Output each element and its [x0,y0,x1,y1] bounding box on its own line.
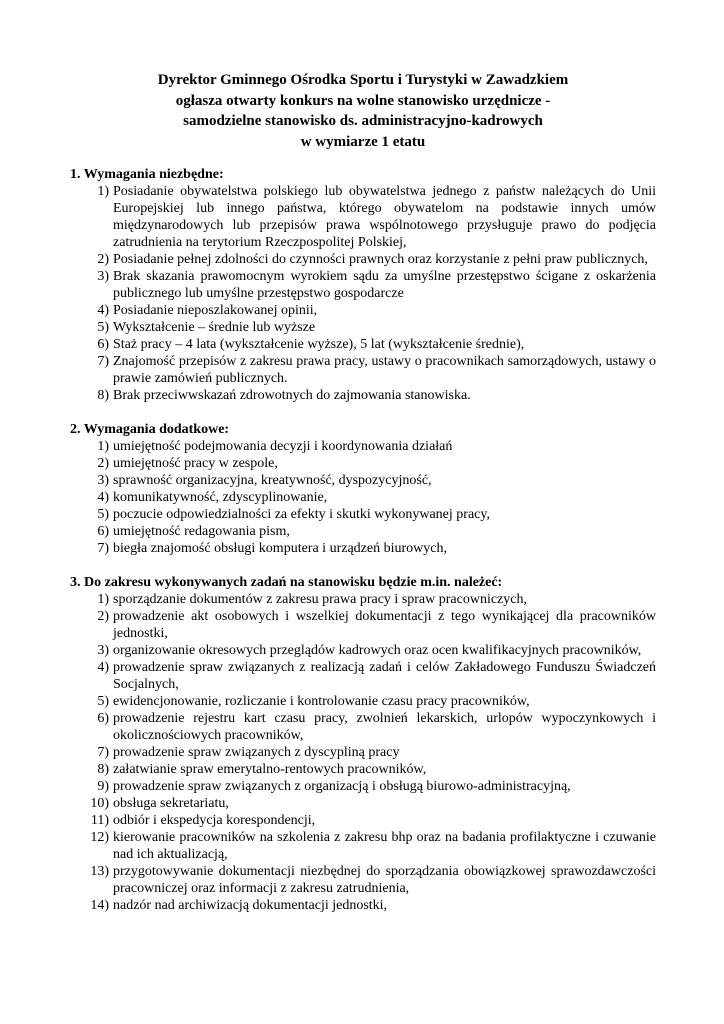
item-number: 1) [97,184,109,199]
item-text: sprawność organizacyjna, kreatywność, dyspozycyjność, [113,473,432,488]
list-item [70,489,656,506]
item-text: Staż pracy – 4 lata (wykształcenie wyższe), 5 lat (wykształcenie średnie), [113,337,525,352]
item-text: kierowanie pracowników na szkolenia z zakresu bhp oraz na badania profilaktyczne i czuwanie nad ich aktualizacją, [113,830,656,862]
item-number: 2) [97,609,109,624]
item-number: 6) [97,711,109,726]
item-text: Znajomość przepisów z zakresu prawa pracy, ustawy o pracownikach samorządowych, ustawy o prawie zamówień publicznych. [113,354,656,386]
item-number: 3) [97,269,109,284]
list-item [70,268,656,302]
item-text: umiejętność redagowania pism, [113,524,290,539]
list-item [70,829,656,863]
list-item [70,812,656,829]
item-text: umiejętność podejmowania decyzji i koordynowania działań [113,439,453,454]
list-item [70,387,656,404]
item-text: prowadzenie spraw związanych z realizacją zadań i celów Zakładowego Funduszu Świadczeń Socjalnych, [113,660,656,692]
additional-list [70,438,656,557]
item-number: 4) [97,490,109,505]
item-number: 5) [97,694,109,709]
list-item [70,744,656,761]
list-item [70,540,656,557]
item-number: 7) [97,541,109,556]
item-number: 2) [97,252,109,267]
item-number: 13) [90,864,109,879]
list-item [70,455,656,472]
requirements-list [70,183,656,404]
section-heading: 1. Wymagania niezbędne: [70,167,224,182]
duties-list [70,591,656,914]
item-number: 5) [97,320,109,335]
item-text: komunikatywność, zdyscyplinowanie, [113,490,328,505]
title-line-1: Dyrektor Gminnego Ośrodka Sportu i Turystyki w Zawadzkiem [157,72,569,88]
list-item [70,336,656,353]
item-number: 12) [90,830,109,845]
item-text: Posiadanie obywatelstwa polskiego lub obywatelstwa jednego z państw należących do Unii Europejskiej lub innego państwa, którego obywatelom na podstawie innych umów międzynarodowych lub przepisów prawa wspólnotowego przysługuje prawo do podjęcia zatrudnienia na terytorium Rzeczpospolitej Polskiej, [113,184,656,250]
item-text: prowadzenie rejestru kart czasu pracy, zwolnień lekarskich, urlopów wypoczynkowych i okolicznościowych pracowników, [113,711,656,743]
list-item [70,353,656,387]
item-text: Posiadanie pełnej zdolności do czynności prawnych oraz korzystanie z pełni praw publicznych, [113,252,648,267]
item-number: 10) [90,796,109,811]
list-item [70,608,656,642]
list-item [70,523,656,540]
item-number: 6) [97,337,109,352]
item-text: biegła znajomość obsługi komputera i urządzeń biurowych, [113,541,447,556]
item-number: 6) [97,524,109,539]
list-item [70,183,656,251]
item-text: prowadzenie spraw związanych z organizacją i obsługą biurowo-administracyjną, [113,779,571,794]
list-item [70,591,656,608]
list-item [70,863,656,897]
list-item [70,659,656,693]
item-number: 3) [97,643,109,658]
item-text: ewidencjonowanie, rozliczanie i kontrolowanie czasu pracy pracowników, [113,694,530,709]
section-duties [70,574,656,914]
list-item [70,302,656,319]
item-text: prowadzenie spraw związanych z dyscypliną pracy [113,745,400,760]
item-number: 4) [97,660,109,675]
list-item [70,438,656,455]
item-text: Wykształcenie – średnie lub wyższe [113,320,316,335]
item-text: prowadzenie akt osobowych i wszelkiej dokumentacji z tego wynikającej dla pracowników jednostki, [113,609,656,641]
document-title [70,70,656,152]
list-item [70,506,656,523]
list-item [70,472,656,489]
list-item [70,897,656,914]
item-number: 7) [97,745,109,760]
item-text: odbiór i ekspedycja korespondencji, [113,813,316,828]
item-number: 8) [97,762,109,777]
item-number: 2) [97,456,109,471]
title-line-2: ogłasza otwarty konkurs na wolne stanowisko urzędnicze - [175,92,551,109]
item-number: 14) [90,898,109,913]
item-number: 11) [90,813,109,828]
item-text: sporządzanie dokumentów z zakresu prawa pracy i spraw pracowniczych, [113,592,527,607]
item-number: 7) [97,354,109,369]
item-number: 1) [97,439,109,454]
section-heading: 2. Wymagania dodatkowe: [70,422,230,437]
list-item [70,319,656,336]
list-item [70,710,656,744]
section-required [70,166,656,404]
item-number: 4) [97,303,109,318]
section-heading: 3. Do zakresu wykonywanych zadań na stanowisku będzie m.in. należeć: [70,575,503,590]
list-item [70,761,656,778]
item-number: 8) [97,388,109,403]
item-text: Posiadanie nieposzlakowanej opinii, [113,303,318,318]
list-item [70,778,656,795]
item-number: 1) [97,592,109,607]
list-item [70,693,656,710]
item-number: 3) [97,473,109,488]
item-text: Brak przeciwwskazań zdrowotnych do zajmowania stanowiska. [113,388,471,403]
item-text: obsługa sekretariatu, [113,796,229,811]
item-number: 5) [97,507,109,522]
section-additional [70,421,656,557]
item-number: 9) [97,779,109,794]
item-text: przygotowywanie dokumentacji niezbędnej do sporządzania obowiązkowej sprawozdawczości pracowniczej oraz informacji z zakresu zatrudnienia, [113,864,656,896]
item-text: nadzór nad archiwizacją dokumentacji jednostki, [113,898,388,913]
item-text: poczucie odpowiedzialności za efekty i skutki wykonywanej pracy, [113,507,490,522]
item-text: umiejętność pracy w zespole, [113,456,278,471]
item-text: załatwianie spraw emerytalno-rentowych pracowników, [113,762,427,777]
list-item [70,642,656,659]
title-line-4: w wymiarze 1 etatu [300,133,426,150]
list-item [70,251,656,268]
item-text: Brak skazania prawomocnym wyrokiem sądu za umyślne przestępstwo ścigane z oskarżenia publicznego lub umyślne przestępstwo gospodarcze [113,269,656,301]
item-text: organizowanie okresowych przeglądów kadrowych oraz ocen kwalifikacyjnych pracowników, [113,643,642,658]
title-line-3: samodzielne stanowisko ds. administracyjno-kadrowych [183,113,543,129]
list-item [70,795,656,812]
